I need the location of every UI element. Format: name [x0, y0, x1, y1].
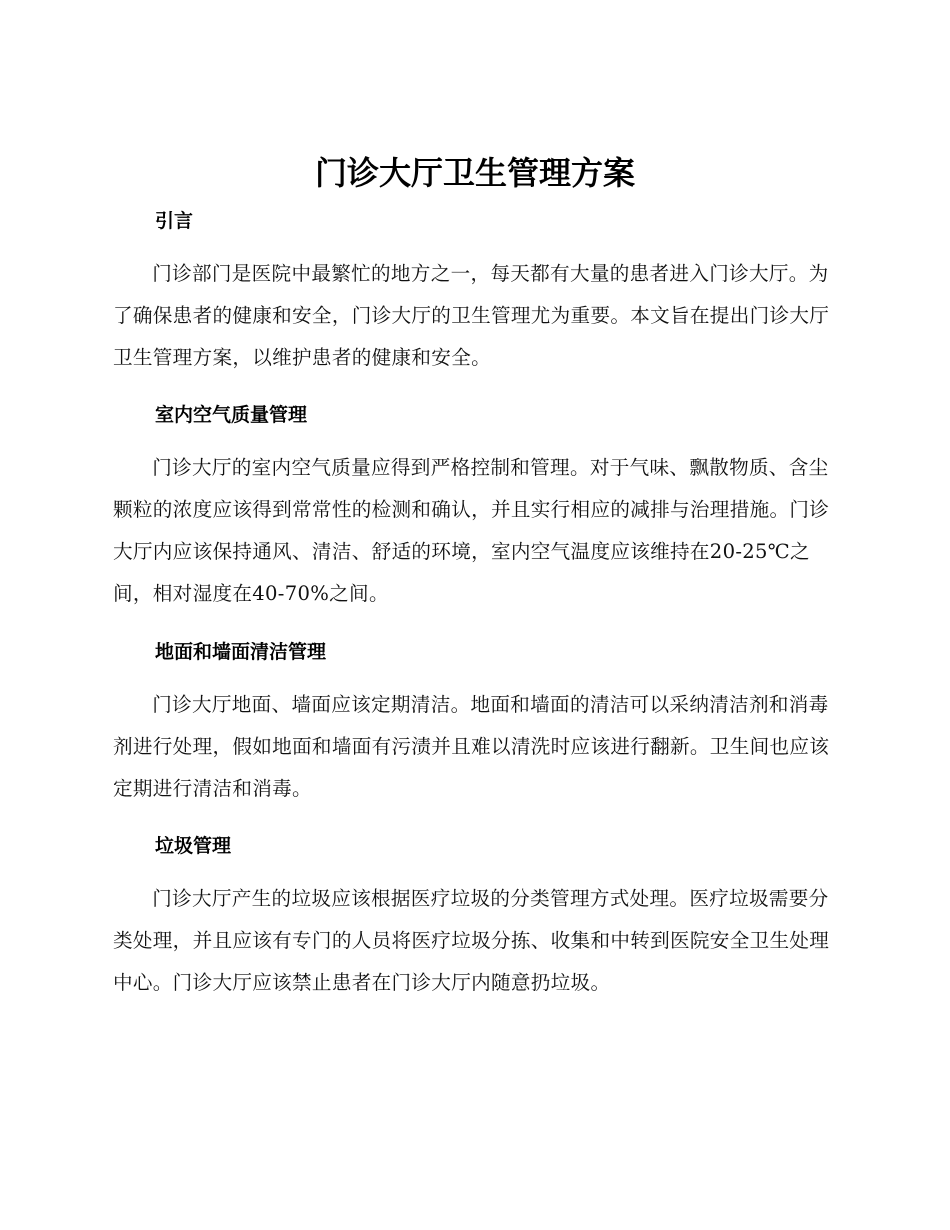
section-paragraph-floor-wall-cleaning: 门诊大厅地面、墙面应该定期清洁。地面和墙面的清洁可以采纳清洁剂和消毒剂进行处理，假如地面和墙面有污渍并且难以清洗时应该进行翻新。卫生间也应该定期进行清洁和消毒。 [113, 693, 830, 800]
section-paragraph-introduction: 门诊部门是医院中最繁忙的地方之一，每天都有大量的患者进入门诊大厅。为了确保患者的健康和安全，门诊大厅的卫生管理尤为重要。本文旨在提出门诊大厅卫生管理方案，以维护患者的健康和安全。 [113, 262, 830, 369]
section-heading-waste-management: 垃圾管理 [155, 835, 232, 857]
section-heading-air-quality: 室内空气质量管理 [155, 404, 308, 426]
document-title: 门诊大厅卫生管理方案 [314, 154, 635, 192]
section-paragraph-air-quality: 门诊大厅的室内空气质量应得到严格控制和管理。对于气味、飘散物质、含尘颗粒的浓度应该得到常常性的检测和确认，并且实行相应的减排与治理措施。门诊大厅内应该保持通风、清洁、舒适的环境，室内空气温度应该维持在20-25℃之间，相对湿度在40-70%之间。 [113, 456, 830, 605]
section-heading-introduction: 引言 [155, 210, 194, 232]
section-heading-floor-wall-cleaning: 地面和墙面清洁管理 [155, 641, 327, 663]
section-paragraph-waste-management: 门诊大厅产生的垃圾应该根据医疗垃圾的分类管理方式处理。医疗垃圾需要分类处理，并且应该有专门的人员将医疗垃圾分拣、收集和中转到医院安全卫生处理中心。门诊大厅应该禁止患者在门诊大厅内随意扔垃圾。 [113, 887, 830, 994]
